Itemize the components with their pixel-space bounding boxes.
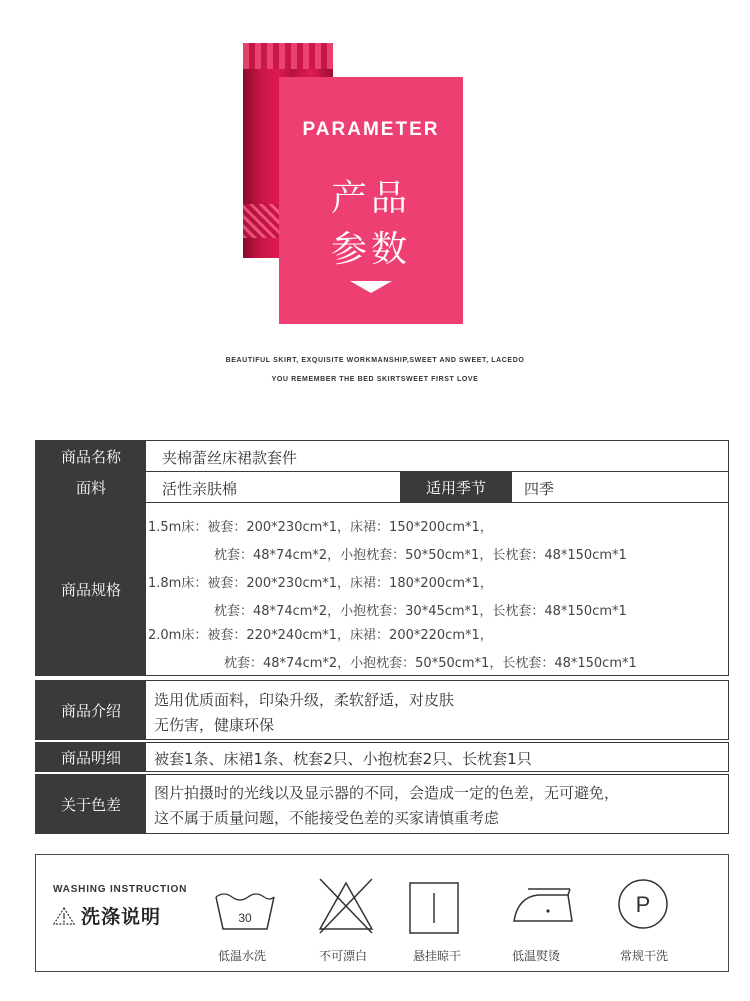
washing-title-cn: 洗涤说明 xyxy=(81,906,162,928)
washing-title-en: WASHING INSTRUCTION xyxy=(53,884,188,895)
dry-label: 悬挂晾干 xyxy=(413,949,462,963)
row-label: 面料 xyxy=(36,472,146,502)
spec-line: 2.0m床：被套：220*240cm*1，床裙：200*220cm*1， xyxy=(148,628,493,643)
parameter-card xyxy=(279,77,463,324)
iron-low-icon xyxy=(508,883,576,927)
tagline-line1: BEAUTIFUL SKIRT, EXQUISITE WORKMANSHIP,SWEET AND SWEET, LACEDO xyxy=(225,357,525,364)
row-product-name xyxy=(35,440,729,472)
iron-label: 低温熨烫 xyxy=(512,949,561,963)
season-value: 四季 xyxy=(524,480,555,498)
parameter-title-cn-line2: 参数 xyxy=(330,229,411,270)
row-introduction xyxy=(35,680,729,740)
down-arrow-icon xyxy=(350,281,392,293)
spec-line: 枕套：48*74cm*2，小抱枕套：50*50cm*1，长枕套：48*150cm*1 xyxy=(224,656,637,671)
bleach-label: 不可漂白 xyxy=(319,949,368,963)
wash-label: 低温水洗 xyxy=(218,949,267,963)
no-bleach-icon xyxy=(316,875,376,937)
detail-value: 被套1条、床裙1条、枕套2只、小抱枕套2只、长枕套1只 xyxy=(154,750,532,768)
fabric-value: 活性亲肤棉 xyxy=(162,480,238,498)
spec-line: 枕套：48*74cm*2，小抱枕套：30*45cm*1，长枕套：48*150cm*1 xyxy=(214,604,627,619)
intro-line1: 选用优质面料，印染升级，柔软舒适，对皮肤 xyxy=(154,691,455,709)
row-color-difference xyxy=(35,774,729,834)
row-label: 关于色差 xyxy=(36,775,146,833)
color-diff-line2: 这不属于质量问题，不能接受色差的买家请慎重考虑 xyxy=(154,809,500,827)
spec-line: 枕套：48*74cm*2，小抱枕套：50*50cm*1，长枕套：48*150cm*1 xyxy=(214,548,627,563)
color-diff-line1: 图片拍摄时的光线以及显示器的不同，会造成一定的色差，无可避免， xyxy=(154,784,620,802)
wash-temp-text: 30 xyxy=(238,911,252,925)
season-label: 适用季节 xyxy=(400,472,512,502)
parameter-title-cn-line1: 产品 xyxy=(330,178,411,219)
intro-line2: 无伤害，健康环保 xyxy=(154,716,275,734)
dry-clean-p-icon xyxy=(616,877,670,931)
parameter-title-en: PARAMETER xyxy=(302,119,440,140)
row-detail xyxy=(35,742,729,772)
dry-clean-letter: P xyxy=(635,892,651,917)
wash-tub-30-icon xyxy=(214,877,276,937)
tagline-line2: YOU REMEMBER THE BED SKIRTSWEET FIRST LOVE xyxy=(271,376,479,383)
row-label: 商品规格 xyxy=(36,503,146,675)
row-fabric xyxy=(35,471,729,503)
warning-triangle-icon xyxy=(53,907,75,925)
row-label: 商品介绍 xyxy=(36,681,146,739)
hang-dry-icon xyxy=(406,881,462,935)
spec-line: 1.5m床：被套：200*230cm*1，床裙：150*200cm*1， xyxy=(148,520,493,535)
spec-line: 1.8m床：被套：200*230cm*1，床裙：180*200cm*1， xyxy=(148,576,493,591)
dry-clean-label: 常规干洗 xyxy=(620,949,669,963)
row-specifications xyxy=(35,502,729,676)
photo-ruffle xyxy=(243,43,333,69)
row-label: 商品明细 xyxy=(36,743,146,771)
row-label: 商品名称 xyxy=(36,441,146,471)
washing-instruction-box xyxy=(35,854,729,972)
product-name-value: 夹棉蕾丝床裙款套件 xyxy=(162,449,298,467)
washing-title xyxy=(53,902,161,929)
